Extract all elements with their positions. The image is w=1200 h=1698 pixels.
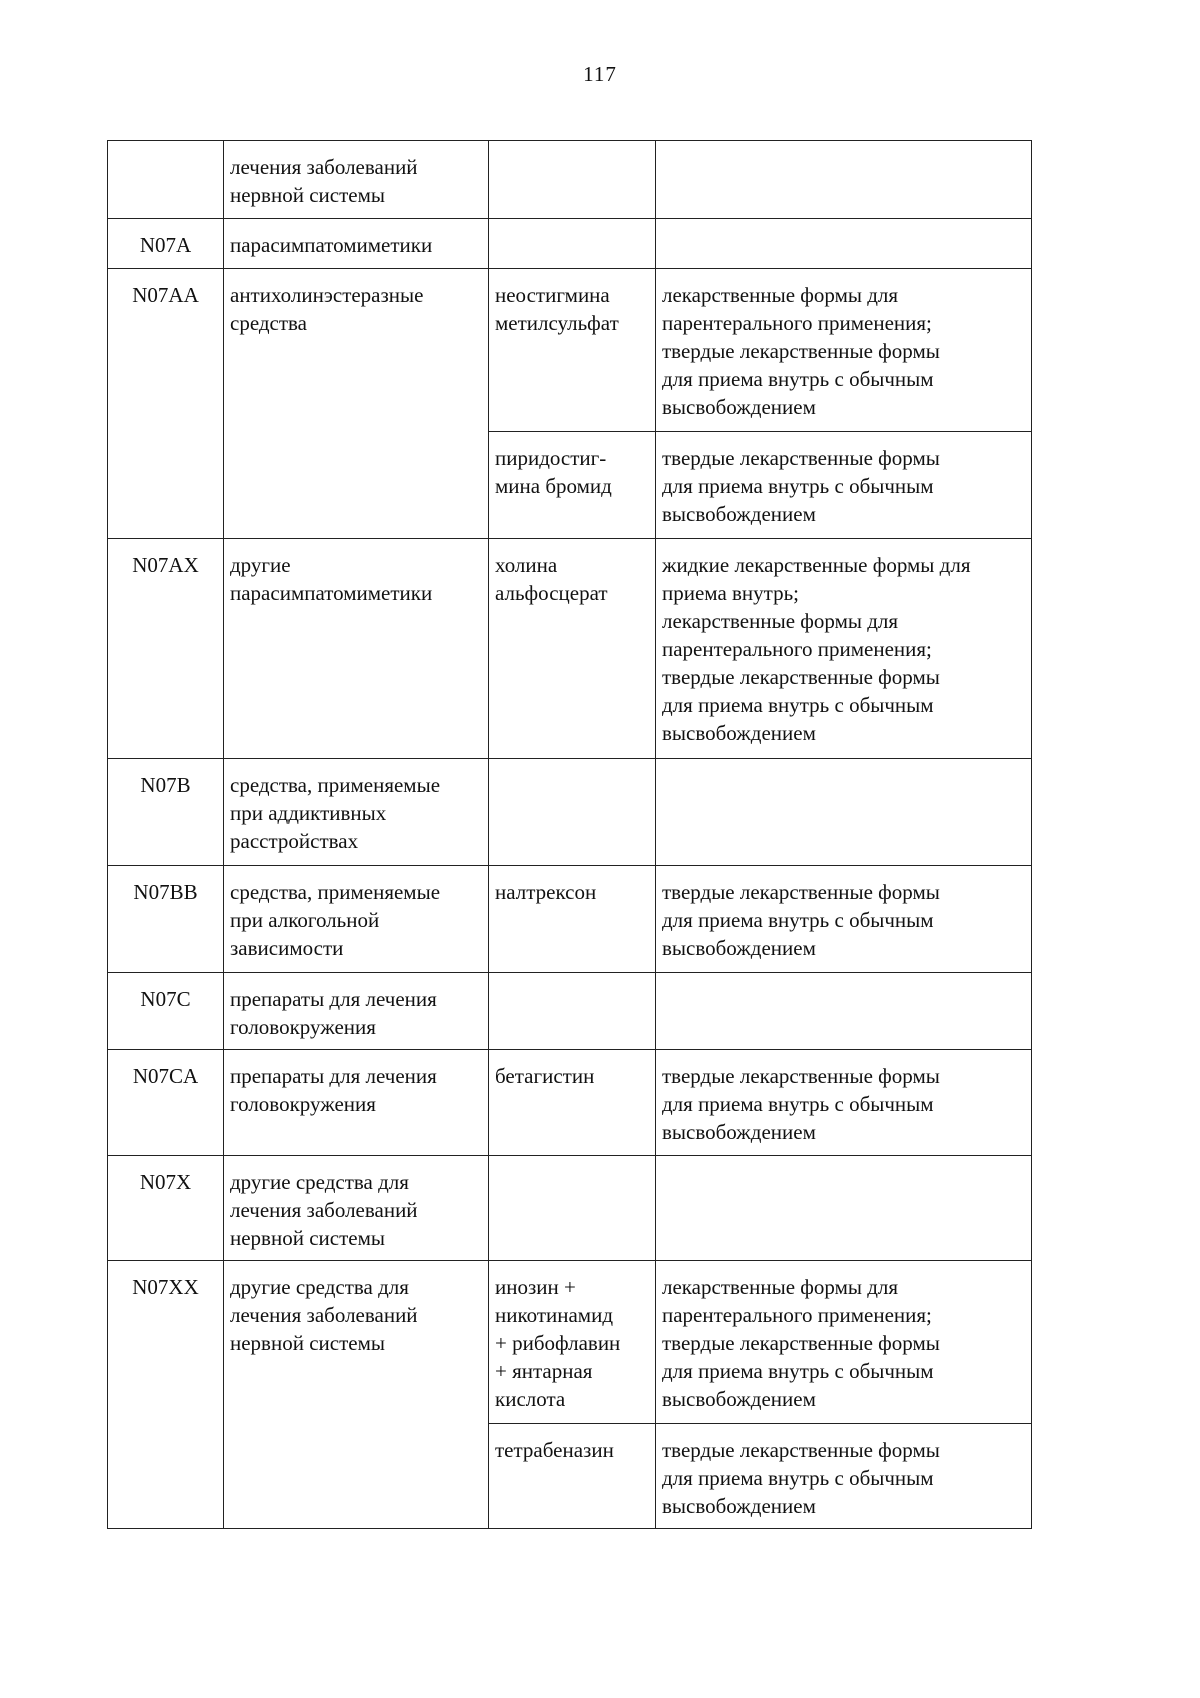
group-name: средства, применяемые при алкогольной зависимости bbox=[230, 880, 441, 960]
atc-code-cell bbox=[108, 1050, 224, 1156]
dosage-forms-cell bbox=[656, 759, 1032, 866]
group-name: антихолинэстеразные средства bbox=[230, 283, 424, 335]
atc-code-cell bbox=[108, 269, 224, 539]
drug-name-cell bbox=[489, 539, 656, 759]
table-row bbox=[108, 866, 1032, 973]
group-name-cell bbox=[224, 973, 489, 1050]
table-row bbox=[108, 269, 1032, 432]
drug-name-cell bbox=[489, 1050, 656, 1156]
atc-code: N07A bbox=[139, 233, 192, 257]
dosage-forms-cell bbox=[656, 1424, 1032, 1529]
drug-name-cell bbox=[489, 219, 656, 269]
atc-code: N07XX bbox=[132, 1275, 199, 1299]
table-row bbox=[108, 1261, 1032, 1424]
drug-name-cell bbox=[489, 269, 656, 432]
atc-code: N07B bbox=[140, 773, 191, 797]
drug-name-cell bbox=[489, 1261, 656, 1424]
drug-name: тетрабеназин bbox=[495, 1438, 614, 1462]
dosage-forms-cell bbox=[656, 141, 1032, 219]
atc-code: N07AA bbox=[132, 283, 199, 307]
atc-code: N07AX bbox=[132, 553, 199, 577]
drug-name: пиридостиг- мина бромид bbox=[495, 446, 612, 498]
group-name: препараты для лечения головокружения bbox=[230, 987, 437, 1039]
atc-code-cell bbox=[108, 1261, 224, 1529]
atc-code-cell bbox=[108, 219, 224, 269]
dosage-forms-cell bbox=[656, 219, 1032, 269]
page-number: 117 bbox=[583, 62, 617, 86]
table-row bbox=[108, 1156, 1032, 1261]
dosage-forms: твердые лекарственные формы для приема внутрь с обычным высвобождением bbox=[662, 880, 940, 960]
group-name-cell bbox=[224, 1050, 489, 1156]
atc-code-cell bbox=[108, 141, 224, 219]
group-name-cell bbox=[224, 539, 489, 759]
drug-name: холина альфосцерат bbox=[495, 553, 608, 605]
drug-name-cell bbox=[489, 141, 656, 219]
dosage-forms-cell bbox=[656, 866, 1032, 973]
atc-code-cell bbox=[108, 539, 224, 759]
group-name-cell bbox=[224, 1156, 489, 1261]
drug-classification-table bbox=[107, 140, 1032, 1529]
atc-code-cell bbox=[108, 866, 224, 973]
atc-code: N07X bbox=[139, 1170, 192, 1194]
table-row bbox=[108, 539, 1032, 759]
group-name: препараты для лечения головокружения bbox=[230, 1064, 437, 1116]
table-row bbox=[108, 219, 1032, 269]
group-name-cell bbox=[224, 141, 489, 219]
group-name-cell bbox=[224, 1261, 489, 1529]
group-name: другие средства для лечения заболеваний нервной системы bbox=[230, 1170, 418, 1250]
dosage-forms-cell bbox=[656, 1261, 1032, 1424]
dosage-forms-cell bbox=[656, 1156, 1032, 1261]
dosage-forms-cell bbox=[656, 269, 1032, 432]
dosage-forms-cell bbox=[656, 539, 1032, 759]
drug-name-cell bbox=[489, 973, 656, 1050]
group-name-cell bbox=[224, 759, 489, 866]
dosage-forms: твердые лекарственные формы для приема внутрь с обычным высвобождением bbox=[662, 446, 940, 526]
dosage-forms: лекарственные формы для парентерального применения; твердые лекарственные формы для приема внутрь с обычным высвобождением bbox=[662, 1275, 940, 1411]
drug-name: неостигмина метилсульфат bbox=[495, 283, 619, 335]
drug-name: налтрексон bbox=[495, 880, 597, 904]
drug-name-cell bbox=[489, 1156, 656, 1261]
drug-name-cell bbox=[489, 1424, 656, 1529]
table-row bbox=[108, 973, 1032, 1050]
group-name-cell bbox=[224, 866, 489, 973]
atc-code-cell bbox=[108, 973, 224, 1050]
dosage-forms-cell bbox=[656, 1050, 1032, 1156]
drug-name-cell bbox=[489, 866, 656, 973]
dosage-forms: лекарственные формы для парентерального применения; твердые лекарственные формы для приема внутрь с обычным высвобождением bbox=[662, 283, 940, 419]
group-name: другие парасимпатомиметики bbox=[230, 553, 433, 605]
dosage-forms-cell bbox=[656, 973, 1032, 1050]
atc-code: N07BB bbox=[133, 880, 198, 904]
atc-code-cell bbox=[108, 759, 224, 866]
dosage-forms: жидкие лекарственные формы для приема внутрь; лекарственные формы для парентерального применения; твердые лекарственные формы для приема внутрь с обычным высвобождением bbox=[662, 553, 971, 745]
atc-code: N07C bbox=[140, 987, 191, 1011]
table-row bbox=[108, 759, 1032, 866]
dosage-forms: твердые лекарственные формы для приема внутрь с обычным высвобождением bbox=[662, 1064, 940, 1144]
table-row bbox=[108, 1050, 1032, 1156]
group-name-cell bbox=[224, 219, 489, 269]
group-name-cell bbox=[224, 269, 489, 539]
group-name: средства, применяемые при аддиктивных расстройствах bbox=[230, 773, 441, 853]
atc-code-cell bbox=[108, 1156, 224, 1261]
drug-name: инозин + никотинамид + рибофлавин + янтарная кислота bbox=[495, 1275, 621, 1411]
group-name: лечения заболеваний нервной системы bbox=[230, 155, 418, 207]
group-name: парасимпатомиметики bbox=[230, 233, 433, 257]
dosage-forms-cell bbox=[656, 432, 1032, 539]
group-name: другие средства для лечения заболеваний нервной системы bbox=[230, 1275, 418, 1355]
table-row bbox=[108, 141, 1032, 219]
dosage-forms: твердые лекарственные формы для приема внутрь с обычным высвобождением bbox=[662, 1438, 940, 1518]
drug-name: бетагистин bbox=[495, 1064, 595, 1088]
drug-name-cell bbox=[489, 759, 656, 866]
atc-code: N07CA bbox=[132, 1064, 199, 1088]
drug-name-cell bbox=[489, 432, 656, 539]
